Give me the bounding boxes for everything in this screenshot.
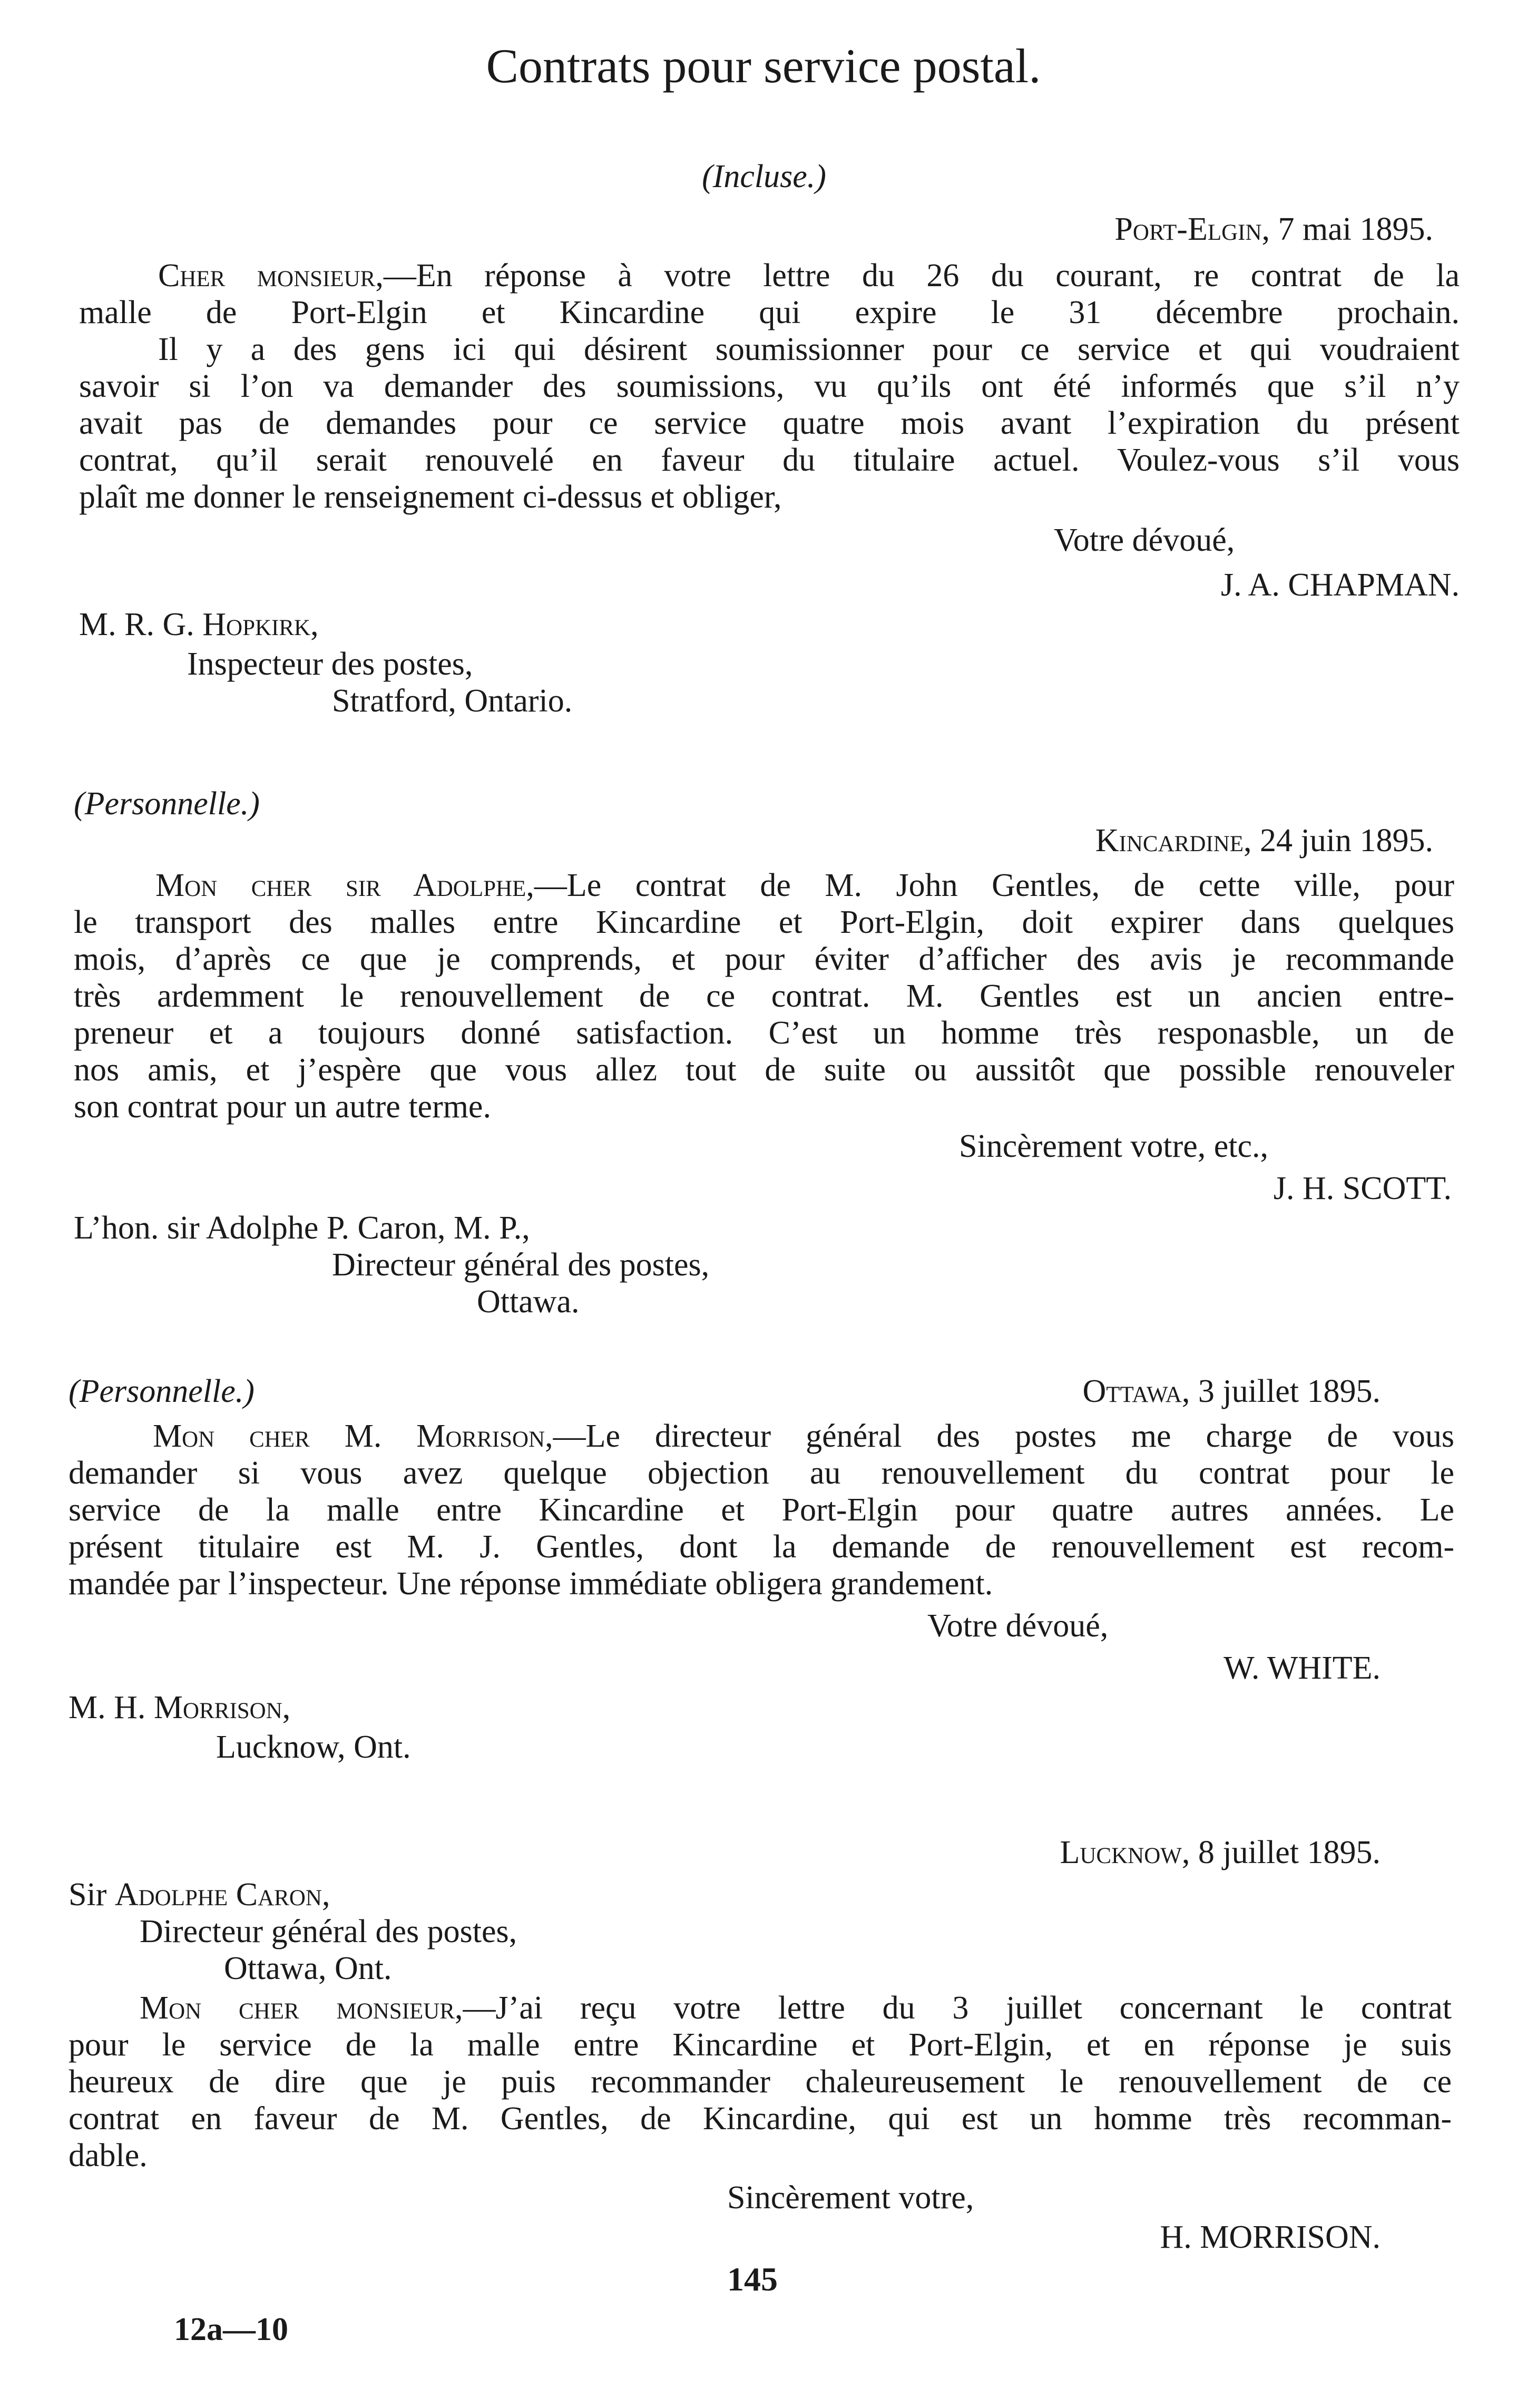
letter3-place: Ottawa — [1082, 1373, 1182, 1409]
page-number: 145 — [727, 2260, 778, 2298]
letter3-tag: (Personnelle.) — [68, 1373, 254, 1409]
letter2-dateline — [790, 822, 1433, 859]
letter4-addressee-city: Ottawa, Ont. — [224, 1951, 392, 1986]
letter1-body-line: contrat, qu’il serait renouvelé en faveur du titulaire actuel. Voulez-vous s’il vous — [79, 442, 1460, 478]
letter2-body-line: très ardemment le renouvellement de ce contrat. M. Gentles est un ancien entre- — [74, 978, 1454, 1014]
letter1-place: Port-Elgin — [1114, 211, 1262, 247]
letter1-dateline — [790, 211, 1433, 248]
letter1-body-line: malle de Port-Elgin et Kincardine qui expire le 31 décembre prochain. — [79, 295, 1460, 330]
letter4-body-line: contrat en faveur de M. Gentles, de Kincardine, qui est un homme très recomman- — [68, 2101, 1452, 2137]
letter3-date: , 3 juillet 1895. — [1181, 1373, 1381, 1409]
letter4-signature: H. MORRISON. — [1160, 2219, 1381, 2255]
letter2-body-line: nos amis, et j’espère que vous allez tout de suite ou aussitôt que possible renouveler — [74, 1052, 1454, 1088]
letter4-body-line: heureux de dire que je puis recommander chaleureusement le renouvellement de ce — [68, 2064, 1452, 2100]
letter4-date: , 8 juillet 1895. — [1181, 1835, 1381, 1870]
letter2-body-line: son contrat pour un autre terme. — [74, 1089, 491, 1125]
letter1-body-line: avait pas de demandes pour ce service quatre mois avant l’expiration du présent — [79, 405, 1460, 441]
letter1-date: , 7 mai 1895. — [1261, 211, 1433, 247]
letter2-addressee-name: L’hon. sir Adolphe P. Caron, M. P., — [74, 1210, 530, 1246]
letter3-body-line: demander si vous avez quelque objection au renouvellement du contrat pour le — [68, 1455, 1454, 1491]
letter1-addressee-name: M. R. G. Hopkirk, — [79, 607, 319, 642]
letter1-body-line: plaît me donner le renseignement ci-dessus et obliger, — [79, 479, 782, 515]
letter2-body-line: mois, d’après ce que je comprends, et pour éviter d’afficher des avis je recommande — [74, 941, 1454, 977]
letter2-place: Kincardine — [1095, 823, 1244, 859]
letter1-body-line: Cher monsieur,—En réponse à votre lettre du 26 du courant, re contrat de la — [158, 258, 1460, 294]
letter4-closing: Sincèrement votre, — [727, 2180, 974, 2216]
letter2-date: , 24 juin 1895. — [1244, 823, 1433, 859]
letter1-addressee-city: Stratford, Ontario. — [332, 683, 573, 719]
letter2-closing: Sincèrement votre, etc., — [959, 1128, 1269, 1164]
letter1-tag: (Incluse.) — [702, 159, 826, 194]
page-title: Contrats pour service postal. — [486, 39, 1041, 93]
letter4-dateline — [790, 1834, 1381, 1871]
letter4-salutation: Mon cher monsieur, — [140, 1990, 463, 2026]
letter2-body-line: Mon cher sir Adolphe,—Le contrat de M. John Gentles, de cette ville, pour — [155, 867, 1454, 903]
letter3-body-line: mandée par l’inspecteur. Une réponse immédiate obligera grandement. — [68, 1566, 993, 1602]
letter2-body-line: preneur et a toujours donné satisfaction. C’est un homme très responasble, un de — [74, 1015, 1454, 1051]
signature-mark: 12a—10 — [174, 2312, 288, 2347]
letter3-body-line: présent titulaire est M. J. Gentles, dont la demande de renouvellement est recom- — [68, 1529, 1454, 1565]
letter4-addressee-title: Directeur général des postes, — [140, 1914, 517, 1949]
letter2-signature: J. H. SCOTT. — [1273, 1171, 1452, 1206]
letter3-addressee-city: Lucknow, Ont. — [216, 1729, 411, 1765]
letter2-tag: (Personnelle.) — [74, 786, 260, 822]
letter2-addressee-title: Directeur général des postes, — [332, 1247, 710, 1283]
letter1-closing: Votre dévoué, — [1054, 522, 1235, 558]
letter3-closing: Votre dévoué, — [927, 1608, 1109, 1644]
letter4-body-line: dable. — [68, 2138, 148, 2173]
letter4-addressee-name: Sir Adolphe Caron, — [68, 1877, 330, 1913]
letter3-signature: W. WHITE. — [1223, 1650, 1381, 1686]
letter1-addressee-title: Inspecteur des postes, — [187, 646, 473, 682]
letter1-salutation: Cher monsieur, — [158, 258, 384, 294]
letter1-body-line: savoir si l’on va demander des soumissions, vu qu’ils ont été informés que s’il n’y — [79, 368, 1460, 404]
letter4-place: Lucknow — [1060, 1835, 1182, 1870]
letter1-signature: J. A. CHAPMAN. — [1220, 567, 1460, 603]
letter3-salutation: Mon cher M. Morrison, — [153, 1418, 553, 1454]
letter2-body-line: le transport des malles entre Kincardine et Port-Elgin, doit expirer dans quelques — [74, 904, 1454, 940]
letter1-body-line: Il y a des gens ici qui désirent soumissionner pour ce service et qui voudraient — [158, 332, 1460, 367]
letter3-body-line: service de la malle entre Kincardine et Port-Elgin pour quatre autres années. Le — [68, 1492, 1454, 1528]
letter4-body-line: pour le service de la malle entre Kincardine et Port-Elgin, et en réponse je suis — [68, 2027, 1452, 2063]
letter2-addressee-city: Ottawa. — [477, 1284, 580, 1320]
letter3-dateline — [790, 1373, 1381, 1410]
letter4-body-line: Mon cher monsieur,—J’ai reçu votre lettre du 3 juillet concernant le contrat — [140, 1990, 1452, 2026]
letter3-body-line: Mon cher M. Morrison,—Le directeur général des postes me charge de vous — [153, 1418, 1454, 1454]
letter3-addressee-name: M. H. Morrison, — [68, 1690, 291, 1725]
letter2-salutation: Mon cher sir Adolphe, — [155, 867, 534, 903]
